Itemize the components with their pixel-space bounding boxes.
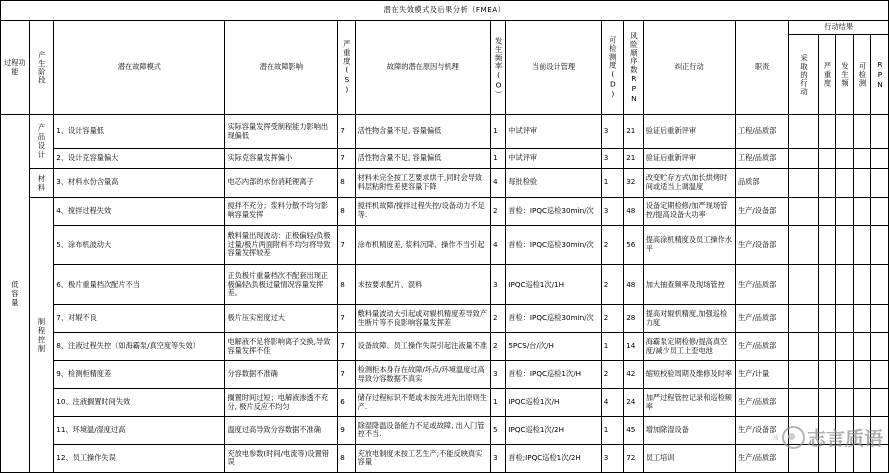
cell-detection: 4	[601, 389, 624, 417]
col-header-result-occurrence	[836, 35, 853, 115]
cell-result-occurrence	[836, 361, 853, 389]
cell-rpn: 48	[624, 197, 643, 225]
cell-responsibility: 品质部	[735, 168, 788, 197]
cell-result-action-taken	[789, 305, 819, 333]
cell-result-occurrence	[836, 333, 853, 361]
cell-current-control: IPQC巡检1次/1H	[506, 265, 601, 305]
cell-occurrence: 2	[490, 197, 505, 225]
cell-result-action-taken	[789, 265, 819, 305]
table-row	[1, 149, 889, 169]
cell-severity: 7	[338, 115, 355, 149]
col-header-detection-label: 可检测度(D)	[608, 35, 618, 100]
col-header-result-detection	[853, 35, 870, 115]
cell-current-control: 首检：IPQC巡检30min/次	[506, 225, 601, 265]
cell-result-detection	[853, 361, 870, 389]
cell-failure-effect: 电解液不足将影响离子交换,导致容量发挥不佳	[225, 333, 338, 361]
col-header-detection	[601, 21, 624, 115]
cell-severity: 8	[338, 444, 355, 472]
cell-cause: 设备故障、员工操作失误引起注液量不准	[355, 333, 490, 361]
col-header-result-detection-label: 可检测	[857, 61, 867, 88]
cell-rpn: 45	[624, 417, 643, 445]
cell-result-rpn	[871, 265, 889, 305]
cell-action: 加严过程管控记录和巡检频率	[643, 389, 735, 417]
cell-result-rpn	[871, 389, 889, 417]
cell-failure-mode: 6、极片重量档次配片不当	[54, 265, 225, 305]
cell-cause: 充放电制度未按工艺生产;不能反映真实容量	[355, 444, 490, 472]
col-header-current-control	[506, 21, 601, 115]
cell-severity: 8	[338, 265, 355, 305]
cell-occurrence: 3	[490, 265, 505, 305]
cell-occurrence: 1	[490, 389, 505, 417]
col-header-severity	[338, 21, 355, 115]
cell-current-control: 5PCS/台/次/H	[506, 333, 601, 361]
col-header-process-function-label: 过程功能	[4, 57, 26, 76]
cell-result-occurrence	[836, 389, 853, 417]
cell-occurrence: 3	[490, 361, 505, 389]
page-title: 潜在失效模式及后果分析（FMEA）	[1, 1, 889, 21]
cell-cause: 储存过程标识不楚或未按先进先出原则生产.	[355, 389, 490, 417]
cell-failure-mode: 1、设计容量低	[54, 115, 225, 149]
cell-action: 验证后重新评审	[643, 149, 735, 169]
cell-detection: 3	[601, 444, 624, 472]
col-header-action-result	[789, 21, 889, 35]
cell-result-detection	[853, 168, 870, 197]
cell-result-severity	[818, 149, 835, 169]
col-header-responsibility	[735, 21, 788, 115]
col-header-action	[643, 21, 735, 115]
table-row	[1, 168, 889, 197]
cell-responsibility: 生产/品质部	[735, 305, 788, 333]
cell-responsibility: 生产/品质部	[735, 333, 788, 361]
cell-cause: 除湿降温设备能力不足或故障, 出入门管控不当.	[355, 417, 490, 445]
cell-severity: 7	[338, 333, 355, 361]
table-row	[1, 305, 889, 333]
cell-cause: 搅拌机故障/搅拌过程失控/设备动力不足等.	[355, 197, 490, 225]
cell-result-rpn	[871, 444, 889, 472]
cell-severity: 7	[338, 305, 355, 333]
cell-result-severity	[818, 361, 835, 389]
cell-failure-mode: 4、搅拌过程失效	[54, 197, 225, 225]
cell-detection: 2	[601, 361, 624, 389]
cell-action: 海霸泵定期检修/提高真空度/减少员工上歪电池	[643, 333, 735, 361]
col-header-result-occurrence-label: 发生频	[840, 61, 850, 88]
col-header-severity-label: 严重度(S)	[342, 39, 352, 96]
cell-result-detection	[853, 265, 870, 305]
cell-detection: 1	[601, 333, 624, 361]
col-header-rpn-label: 风险顺序数RPN	[629, 31, 639, 104]
cell-failure-mode: 12、员工操作失误	[54, 444, 225, 472]
cell-result-detection	[853, 115, 870, 149]
cell-failure-effect: 搅拌不充分；浆料分散不均匀影响容量发挥	[225, 197, 338, 225]
cell-occurrence: 4	[490, 225, 505, 265]
cell-result-severity	[818, 115, 835, 149]
stage-cell	[29, 168, 54, 197]
cell-detection: 3	[601, 115, 624, 149]
cell-failure-mode: 9、检测柜精度差	[54, 361, 225, 389]
table-row	[1, 389, 889, 417]
col-header-action-label: 纠正行动	[674, 62, 704, 72]
cell-detection: 2	[601, 225, 624, 265]
col-header-cause	[355, 21, 490, 115]
table-row	[1, 225, 889, 265]
cell-rpn: 14	[624, 333, 643, 361]
col-header-occurrence	[490, 21, 505, 115]
col-header-cause-label: 故障的潜在原因与机理	[386, 62, 459, 72]
cell-detection: 1	[601, 417, 624, 445]
cell-result-severity	[818, 225, 835, 265]
cell-result-action-taken	[789, 149, 819, 169]
cell-failure-effect: 温度过高导致分容数据不准确	[225, 417, 338, 445]
cell-severity: 6	[338, 389, 355, 417]
col-header-stage	[29, 21, 54, 115]
table-row	[1, 361, 889, 389]
cell-result-detection	[853, 225, 870, 265]
cell-current-control: 中试评审	[506, 115, 601, 149]
cell-result-severity	[818, 333, 835, 361]
cell-failure-effect: 分容数据不准确	[225, 361, 338, 389]
stage-label: 制程控制	[37, 316, 46, 353]
cell-rpn: 56	[624, 225, 643, 265]
cell-result-rpn	[871, 417, 889, 445]
cell-severity: 8	[338, 168, 355, 197]
table-row	[1, 197, 889, 225]
watermark-text: 志言质语	[806, 428, 883, 450]
cell-occurrence: 1	[490, 149, 505, 169]
cell-failure-mode: 8、注液过程失控（如海霸泵/真空度等失效）	[54, 333, 225, 361]
process-function-label: 低容量	[11, 280, 19, 307]
cell-result-occurrence	[836, 149, 853, 169]
cell-result-action-taken	[789, 197, 819, 225]
cell-failure-mode: 3、材料水份含量高	[54, 168, 225, 197]
cell-severity: 8	[338, 197, 355, 225]
col-header-responsibility-label: 职责	[754, 62, 770, 72]
cell-rpn: 21	[624, 115, 643, 149]
col-header-current-control-label: 当前设计管理	[531, 62, 576, 72]
cell-result-rpn	[871, 168, 889, 197]
col-header-occurrence-label: 发生频率(O）	[494, 36, 504, 99]
cell-result-rpn	[871, 225, 889, 265]
cell-result-severity	[818, 168, 835, 197]
cell-result-severity	[818, 444, 835, 472]
cell-action: 验证后重新评审	[643, 115, 735, 149]
cell-failure-effect: 敷料量出现波动：正极偏轻/负极过量/极片两面附料不均匀将导致容量发挥较差	[225, 225, 338, 265]
cell-cause: 活性物含量不足, 容量偏低	[355, 149, 490, 169]
cell-responsibility: 生产/品质部	[735, 389, 788, 417]
cell-occurrence: 3	[490, 444, 505, 472]
cell-result-action-taken	[789, 225, 819, 265]
cell-action: 提高对辊机精度,加强巡检力度	[643, 305, 735, 333]
col-header-result-rpn	[871, 35, 889, 115]
stage-label: 材料	[37, 173, 46, 192]
cell-detection: 3	[601, 149, 624, 169]
cell-result-action-taken	[789, 417, 819, 445]
cell-severity: 7	[338, 225, 355, 265]
cell-result-rpn	[871, 115, 889, 149]
cell-result-detection	[853, 333, 870, 361]
cell-rpn: 28	[624, 305, 643, 333]
cell-current-control: 每批检验	[506, 168, 601, 197]
cell-failure-mode: 2、设计克容量偏大	[54, 149, 225, 169]
cell-action: 提高涂机精度及员工操作水平	[643, 225, 735, 265]
cell-result-occurrence	[836, 305, 853, 333]
col-header-failure-mode-label: 潜在故障模式	[117, 62, 161, 72]
cell-severity: 7	[338, 149, 355, 169]
cell-failure-mode: 5、涂布机波动大	[54, 225, 225, 265]
cell-severity: 9	[338, 417, 355, 445]
cell-current-control: IPQC巡检1次/2H	[506, 417, 601, 445]
cell-responsibility: 工程/品质部	[735, 149, 788, 169]
process-function-cell	[1, 115, 30, 473]
cell-failure-effect: 实际克容量发挥偏小	[225, 149, 338, 169]
cell-severity: 7	[338, 361, 355, 389]
cell-responsibility: 工程/品质部	[735, 115, 788, 149]
table-row	[1, 265, 889, 305]
cell-result-action-taken	[789, 389, 819, 417]
cell-action: 缩短校验周期及维修及时率	[643, 361, 735, 389]
cell-rpn: 24	[624, 389, 643, 417]
col-header-result-action-taken	[789, 35, 819, 115]
cell-result-rpn	[871, 305, 889, 333]
cell-action: 设备定期检修/加严现场管控/提高设备大功率	[643, 197, 735, 225]
cell-result-action-taken	[789, 444, 819, 472]
cell-result-occurrence	[836, 444, 853, 472]
cell-result-severity	[818, 389, 835, 417]
col-header-result-severity	[818, 35, 835, 115]
cell-failure-effect: 极片压实密度过大	[225, 305, 338, 333]
cell-rpn: 21	[624, 149, 643, 169]
cell-occurrence: 5	[490, 417, 505, 445]
cell-failure-effect: 实际容量发挥受制程能力影响出现偏低	[225, 115, 338, 149]
cell-current-control: 首检：IPQC巡检1次/H	[506, 361, 601, 389]
cell-failure-mode: 11、环境温/湿度过高	[54, 417, 225, 445]
col-header-result-rpn-label: RPN	[875, 59, 885, 90]
cell-result-action-taken	[789, 333, 819, 361]
table-row	[1, 417, 889, 445]
cell-responsibility: 生产/设备部	[735, 197, 788, 225]
watermark-small-label: 质	[772, 435, 779, 442]
cell-failure-mode: 10、注液搁置时间失效	[54, 389, 225, 417]
cell-current-control: 中试评审	[506, 149, 601, 169]
cell-result-severity	[818, 305, 835, 333]
cell-result-occurrence	[836, 115, 853, 149]
stage-cell	[29, 197, 54, 472]
table-row	[1, 115, 889, 149]
cell-current-control: 首检：IPQC巡检30min/次	[506, 305, 601, 333]
cell-result-severity	[818, 417, 835, 445]
cell-responsibility: 生产/品质部	[735, 265, 788, 305]
cell-detection: 1	[601, 168, 624, 197]
col-header-failure-mode	[54, 21, 225, 115]
cell-cause: 涂布机精度差, 浆料沉降、操作不当引起	[355, 225, 490, 265]
col-header-rpn	[624, 21, 643, 115]
title-row	[1, 1, 889, 21]
cell-current-control: 首检;IPQC巡检1次/2H	[506, 444, 601, 472]
col-header-failure-effect-label: 潜在故障影响	[259, 62, 303, 72]
cell-current-control: IPQC巡检1次/H	[506, 389, 601, 417]
cell-cause: 活性物含量不足, 容量偏低	[355, 115, 490, 149]
col-header-result-severity-label: 严重度	[823, 61, 833, 88]
cell-failure-effect: 电芯内部的水份消耗锂离子	[225, 168, 338, 197]
cell-result-severity	[818, 265, 835, 305]
cell-occurrence: 2	[490, 305, 505, 333]
cell-occurrence: 2	[490, 333, 505, 361]
col-header-result-action-taken-label: 采取的行动	[799, 53, 809, 96]
table-row	[1, 333, 889, 361]
cell-detection: 3	[601, 197, 624, 225]
cell-result-occurrence	[836, 265, 853, 305]
cell-detection: 2	[601, 265, 624, 305]
cell-responsibility: 生产/计量	[735, 361, 788, 389]
cell-current-control: 首检：IPQC巡检30min/次	[506, 197, 601, 225]
cell-cause: 检测柜本身存在故障/坏点/环境温度过高导致分容数据不真实	[355, 361, 490, 389]
cell-result-occurrence	[836, 168, 853, 197]
table-row	[1, 444, 889, 472]
cell-rpn: 72	[624, 444, 643, 472]
cell-result-rpn	[871, 361, 889, 389]
cell-action: 增加除湿设备	[643, 417, 735, 445]
cell-rpn: 48	[624, 265, 643, 305]
header-row-top	[1, 21, 889, 35]
cell-cause: 敷料量波动大引起或对辊机精度差导致产生断片等不良影响容量发挥差	[355, 305, 490, 333]
cell-action: 改变贮存方式\加长烘烤时间或适当上调温度	[643, 168, 735, 197]
cell-occurrence: 1	[490, 115, 505, 149]
col-header-action-result-label: 行动结果	[824, 22, 854, 32]
stage-cell	[29, 115, 54, 169]
cell-failure-effect: 充放电参数(时间/电流等)设置错误	[225, 444, 338, 472]
cell-responsibility: 生产/品质部	[735, 444, 788, 472]
cell-result-occurrence	[836, 417, 853, 445]
cell-cause: 材料未完全按工艺要求烘干,同时会导致料层粘附性差使容量下降	[355, 168, 490, 197]
cell-result-detection	[853, 389, 870, 417]
cell-result-action-taken	[789, 115, 819, 149]
cell-result-detection	[853, 417, 870, 445]
cell-result-severity	[818, 197, 835, 225]
cell-responsibility: 生产/设备部	[735, 225, 788, 265]
cell-failure-mode: 7、对辊不良	[54, 305, 225, 333]
cell-rpn: 42	[624, 361, 643, 389]
cell-result-detection	[853, 149, 870, 169]
cell-result-rpn	[871, 149, 889, 169]
cell-failure-effect: 搁置时间过短；电解液渗透不充分, 极片反应不均匀	[225, 389, 338, 417]
cell-result-rpn	[871, 197, 889, 225]
cell-result-rpn	[871, 333, 889, 361]
cell-result-detection	[853, 197, 870, 225]
cell-failure-effect: 正负极片重量档次不配套出现正极偏轻\负极过量情况容量发挥差。	[225, 265, 338, 305]
col-header-process-function	[1, 21, 30, 115]
cell-responsibility: 生产/设备部	[735, 417, 788, 445]
cell-action: 加大抽查频率及现场管控	[643, 265, 735, 305]
cell-result-detection	[853, 444, 870, 472]
cell-detection: 2	[601, 305, 624, 333]
cell-cause: 未按要求配片、混料	[355, 265, 490, 305]
cell-result-occurrence	[836, 225, 853, 265]
cell-result-action-taken	[789, 168, 819, 197]
cell-occurrence: 4	[490, 168, 505, 197]
cell-action: 员工培训	[643, 444, 735, 472]
cell-result-occurrence	[836, 197, 853, 225]
col-header-stage-label: 产生阶段	[37, 50, 47, 85]
stage-label: 产品设计	[37, 123, 46, 160]
col-header-failure-effect	[225, 21, 338, 115]
cell-rpn: 32	[624, 168, 643, 197]
cell-result-action-taken	[789, 361, 819, 389]
cell-result-detection	[853, 305, 870, 333]
